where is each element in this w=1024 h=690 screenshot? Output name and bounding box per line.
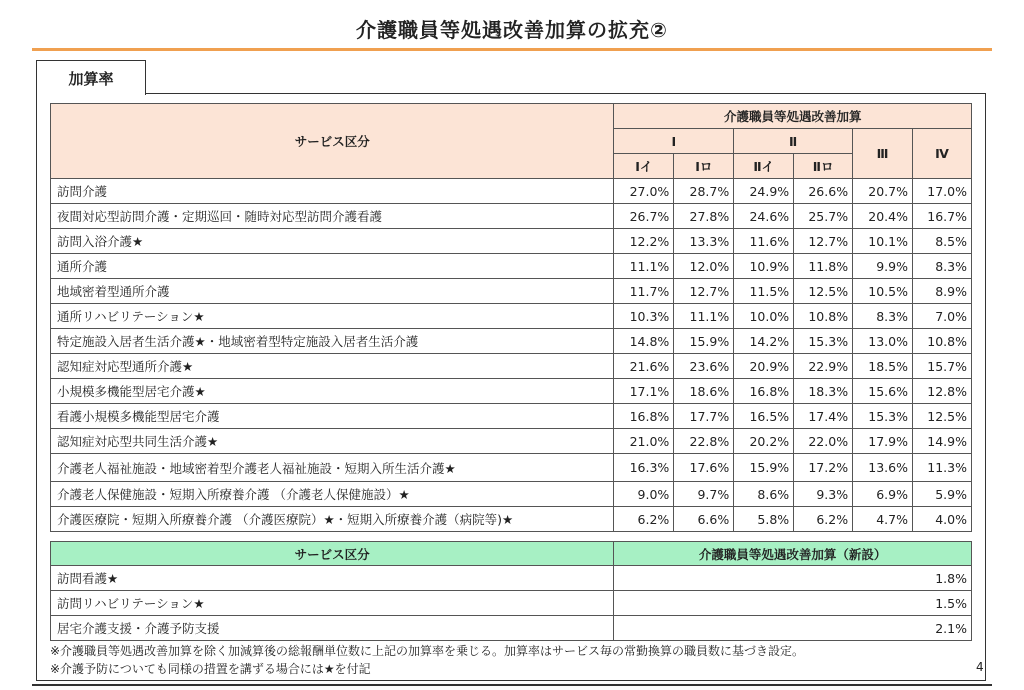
rate-cell: 5.9% (913, 482, 972, 507)
rate-cell: 7.0% (913, 304, 972, 329)
rate-cell: 11.7% (614, 279, 674, 304)
service-name-cell: 介護医療院・短期入所療養介護 （介護医療院）★・短期入所療養介護（病院等)★ (51, 507, 614, 532)
rate-cell: 13.6% (853, 454, 913, 482)
rate-cell: 17.2% (794, 454, 853, 482)
table-row (51, 429, 972, 454)
rate-cell: 6.2% (794, 507, 853, 532)
rate-cell: 21.0% (614, 429, 674, 454)
rate-cell: 9.3% (794, 482, 853, 507)
rate-cell: 9.7% (674, 482, 734, 507)
table-row (51, 482, 972, 507)
new-rate-header: 介護職員等処遇改善加算（新設） (614, 542, 972, 566)
rate-cell: 5.8% (734, 507, 794, 532)
section-tab-label: 加算率 (68, 69, 114, 88)
rate-cell: 15.9% (674, 329, 734, 354)
service-name-cell: 訪問看護★ (51, 566, 614, 591)
rate-cell: 15.3% (853, 404, 913, 429)
table-row (51, 304, 972, 329)
rate-cell: 10.5% (853, 279, 913, 304)
rate-cell: 17.9% (853, 429, 913, 454)
rate-cell: 14.8% (614, 329, 674, 354)
new-rates-table (50, 541, 972, 641)
rate-cell: 17.0% (913, 179, 972, 204)
rate-cell: 6.6% (674, 507, 734, 532)
footnotes (50, 642, 804, 678)
rate-cell: 23.6% (674, 354, 734, 379)
rate-cell: 24.6% (734, 204, 794, 229)
rate-cell: 17.1% (614, 379, 674, 404)
rates-table (50, 103, 972, 532)
rate-cell: 4.7% (853, 507, 913, 532)
rate-cell: 20.7% (853, 179, 913, 204)
rate-cell: 18.3% (794, 379, 853, 404)
rate-cell: 20.2% (734, 429, 794, 454)
rate-cell: 15.6% (853, 379, 913, 404)
rate-cell: 10.1% (853, 229, 913, 254)
rate-cell: 16.8% (614, 404, 674, 429)
rate-cell: 14.9% (913, 429, 972, 454)
rate-cell: 10.8% (913, 329, 972, 354)
service-name-cell: 通所介護 (51, 254, 614, 279)
level-I-header: Ⅰ (614, 129, 734, 154)
rate-cell: 26.7% (614, 204, 674, 229)
rate-cell: 1.5% (614, 591, 972, 616)
footnote: ※介護予防についても同様の措置を講ずる場合には★を付記 (50, 662, 371, 676)
rate-cell: 9.0% (614, 482, 674, 507)
table-row (51, 229, 972, 254)
service-name-cell: 訪問介護 (51, 179, 614, 204)
table-row (51, 354, 972, 379)
rate-cell: 27.0% (614, 179, 674, 204)
rate-cell: 22.0% (794, 429, 853, 454)
table-row (51, 379, 972, 404)
footnote: ※介護職員等処遇改善加算を除く加減算後の総報酬単位数に上記の加算率を乗じる。加算率はサービス毎の常勤換算の職員数に基づき設定。 (50, 644, 805, 658)
rate-cell: 20.4% (853, 204, 913, 229)
rate-cell: 13.3% (674, 229, 734, 254)
rate-cell: 12.5% (913, 404, 972, 429)
rate-cell: 13.0% (853, 329, 913, 354)
table-row (51, 454, 972, 482)
service-header: サービス区分 (51, 104, 614, 179)
rate-cell: 8.3% (913, 254, 972, 279)
table-row (51, 404, 972, 429)
service-name-cell: 居宅介護支援・介護予防支援 (51, 616, 614, 641)
rate-cell: 27.8% (674, 204, 734, 229)
service-name-cell: 訪問リハビリテーション★ (51, 591, 614, 616)
rate-cell: 28.7% (674, 179, 734, 204)
rate-cell: 14.2% (734, 329, 794, 354)
rate-cell: 15.9% (734, 454, 794, 482)
service-name-cell: 地域密着型通所介護 (51, 279, 614, 304)
sub-Ii-header: Ⅰイ (614, 154, 674, 179)
rate-cell: 16.7% (913, 204, 972, 229)
rate-cell: 15.7% (913, 354, 972, 379)
rate-cell: 15.3% (794, 329, 853, 354)
rate-cell: 10.8% (794, 304, 853, 329)
service-name-cell: 介護老人福祉施設・地域密着型介護老人福祉施設・短期入所生活介護★ (51, 454, 614, 482)
table-row (51, 204, 972, 229)
service-name-cell: 介護老人保健施設・短期入所療養介護 （介護老人保健施設）★ (51, 482, 614, 507)
sub-Iro-header: Ⅰロ (674, 154, 734, 179)
service-name-cell: 認知症対応型共同生活介護★ (51, 429, 614, 454)
rate-cell: 11.1% (674, 304, 734, 329)
rate-cell: 10.9% (734, 254, 794, 279)
rate-cell: 11.6% (734, 229, 794, 254)
page-number: 4 (976, 660, 984, 674)
rate-cell: 25.7% (794, 204, 853, 229)
rate-cell: 16.3% (614, 454, 674, 482)
service-name-cell: 訪問入浴介護★ (51, 229, 614, 254)
bottom-rule (32, 684, 992, 686)
sub-IIro-header: Ⅱロ (794, 154, 853, 179)
rate-cell: 8.3% (853, 304, 913, 329)
service-name-cell: 夜間対応型訪問介護・定期巡回・随時対応型訪問介護看護 (51, 204, 614, 229)
rate-cell: 12.5% (794, 279, 853, 304)
rate-cell: 4.0% (913, 507, 972, 532)
table-row (51, 179, 972, 204)
rate-cell: 26.6% (794, 179, 853, 204)
rate-cell: 12.7% (674, 279, 734, 304)
rate-cell: 1.8% (614, 566, 972, 591)
rate-cell: 8.6% (734, 482, 794, 507)
service-name-cell: 認知症対応型通所介護★ (51, 354, 614, 379)
rate-cell: 18.6% (674, 379, 734, 404)
rate-cell: 9.9% (853, 254, 913, 279)
service-name-cell: 通所リハビリテーション★ (51, 304, 614, 329)
rate-cell: 11.8% (794, 254, 853, 279)
service-header-2: サービス区分 (51, 542, 614, 566)
rate-cell: 16.8% (734, 379, 794, 404)
group-header: 介護職員等処遇改善加算 (614, 104, 972, 129)
rate-cell: 6.2% (614, 507, 674, 532)
rate-cell: 2.1% (614, 616, 972, 641)
sub-IIi-header: Ⅱイ (734, 154, 794, 179)
table-row (51, 254, 972, 279)
level-III-header: Ⅲ (853, 129, 913, 179)
table-row (51, 507, 972, 532)
table-row (51, 616, 972, 641)
page-title: 介護職員等処遇改善加算の拡充② (356, 18, 668, 42)
rate-cell: 12.8% (913, 379, 972, 404)
rate-cell: 12.0% (674, 254, 734, 279)
rate-cell: 24.9% (734, 179, 794, 204)
rate-cell: 12.2% (614, 229, 674, 254)
rate-cell: 11.3% (913, 454, 972, 482)
rate-cell: 11.1% (614, 254, 674, 279)
table-row (51, 591, 972, 616)
rate-cell: 20.9% (734, 354, 794, 379)
rate-cell: 16.5% (734, 404, 794, 429)
service-name-cell: 特定施設入居者生活介護★・地域密着型特定施設入居者生活介護 (51, 329, 614, 354)
rate-cell: 10.3% (614, 304, 674, 329)
rate-cell: 12.7% (794, 229, 853, 254)
level-IV-header: Ⅳ (913, 129, 972, 179)
rate-cell: 17.4% (794, 404, 853, 429)
rate-cell: 8.5% (913, 229, 972, 254)
rate-cell: 17.7% (674, 404, 734, 429)
rate-cell: 18.5% (853, 354, 913, 379)
rate-cell: 6.9% (853, 482, 913, 507)
rate-cell: 10.0% (734, 304, 794, 329)
rate-cell: 11.5% (734, 279, 794, 304)
service-name-cell: 小規模多機能型居宅介護★ (51, 379, 614, 404)
section-tab (36, 60, 146, 95)
title-underline (32, 48, 992, 51)
table-row (51, 279, 972, 304)
table-row (51, 329, 972, 354)
service-name-cell: 看護小規模多機能型居宅介護 (51, 404, 614, 429)
rate-cell: 22.9% (794, 354, 853, 379)
rate-cell: 22.8% (674, 429, 734, 454)
rate-cell: 21.6% (614, 354, 674, 379)
rate-cell: 17.6% (674, 454, 734, 482)
table-row (51, 566, 972, 591)
rate-cell: 8.9% (913, 279, 972, 304)
level-II-header: Ⅱ (734, 129, 853, 154)
